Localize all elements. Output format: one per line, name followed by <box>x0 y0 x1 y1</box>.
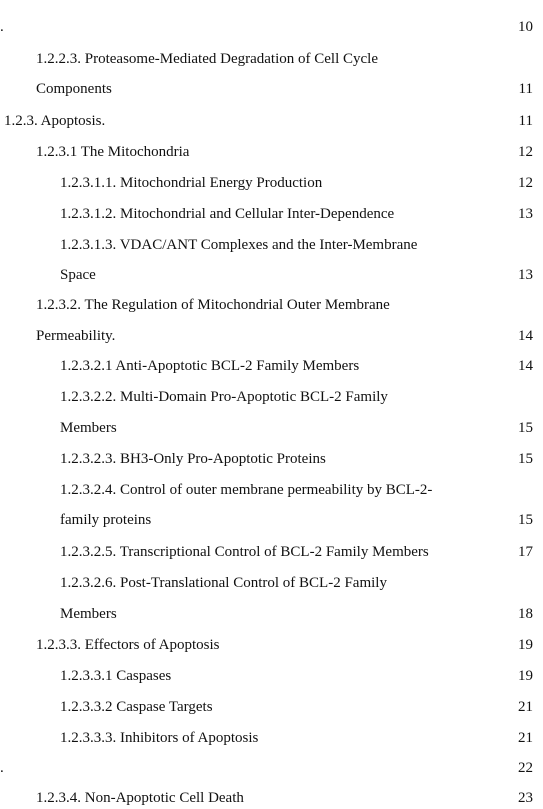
toc-entry-title: 1.2.3.3.3. Inhibitors of Apoptosis <box>60 730 259 746</box>
toc-entry <box>0 787 543 809</box>
toc-entry-title: 1.2.3.2.2. Multi-Domain Pro-Apoptotic BCL-2 Family <box>60 389 388 405</box>
toc-entry <box>0 479 543 501</box>
toc-entry-title: 1.2.3.3. Effectors of Apoptosis <box>36 637 220 653</box>
toc-entry-title: Permeability. <box>36 328 116 344</box>
toc-entry <box>0 325 543 347</box>
toc-entry <box>0 203 543 225</box>
toc-entry <box>0 355 543 377</box>
toc-entry-page: 13 <box>518 206 533 222</box>
toc-entry <box>0 78 543 100</box>
toc-entry-title: Components <box>36 81 112 97</box>
toc-entry-page: 10 <box>518 19 533 35</box>
toc-entry-title: . <box>0 19 4 35</box>
toc-entry <box>0 509 543 531</box>
toc-entry <box>0 16 543 38</box>
toc-entry-title: 1.2.3.2. The Regulation of Mitochondrial Outer Membrane <box>36 297 390 313</box>
toc-entry-title: 1.2.3.1.1. Mitochondrial Energy Production <box>60 175 323 191</box>
toc-entry <box>0 448 543 470</box>
toc-entry-page: 12 <box>518 144 533 160</box>
toc-entry <box>0 665 543 687</box>
toc-entry-page: 23 <box>518 790 533 806</box>
toc-entry-title: 1.2.3. Apoptosis. <box>4 113 106 129</box>
toc-entry-page: 15 <box>518 420 533 436</box>
toc-entry <box>0 386 543 408</box>
toc-entry-title: . <box>0 760 4 776</box>
toc-entry <box>0 172 543 194</box>
toc-entry-title: Space <box>60 267 96 283</box>
toc-entry-title: 1.2.2.3. Proteasome-Mediated Degradation of Cell Cycle <box>36 51 378 67</box>
toc-entry <box>0 48 543 70</box>
toc-entry-title: 1.2.3.2.5. Transcriptional Control of BCL-2 Family Members <box>60 544 429 560</box>
toc-entry-title: 1.2.3.3.1 Caspases <box>60 668 172 684</box>
toc-entry-title: Members <box>60 420 117 436</box>
toc-entry-page: 22 <box>518 760 533 776</box>
toc-entry-title: 1.2.3.1.3. VDAC/ANT Complexes and the Inter-Membrane <box>60 237 418 253</box>
toc-entry <box>0 634 543 656</box>
toc-entry-page: 17 <box>518 544 533 560</box>
toc-entry-title: 1.2.3.1.2. Mitochondrial and Cellular Inter-Dependence <box>60 206 395 222</box>
toc-entry-title: 1.2.3.4. Non-Apoptotic Cell Death <box>36 790 244 806</box>
toc-entry-page: 13 <box>518 267 533 283</box>
toc-entry <box>0 110 543 132</box>
toc-entry <box>0 696 543 718</box>
toc-entry <box>0 757 543 779</box>
toc-entry-title: 1.2.3.2.1 Anti-Apoptotic BCL-2 Family Members <box>60 358 360 374</box>
toc-entry <box>0 603 543 625</box>
toc-entry <box>0 572 543 594</box>
toc-entry-page: 19 <box>518 668 533 684</box>
toc-entry-page: 21 <box>518 699 533 715</box>
toc-entry-page: 11 <box>518 81 533 97</box>
toc-entry <box>0 727 543 749</box>
toc-entry-page: 21 <box>518 730 533 746</box>
toc-entry-title: 1.2.3.2.4. Control of outer membrane permeability by BCL-2- <box>60 482 433 498</box>
toc-entry-title: 1.2.3.3.2 Caspase Targets <box>60 699 213 715</box>
toc-entry-title: 1.2.3.1 The Mitochondria <box>36 144 190 160</box>
toc-entry-page: 18 <box>518 606 533 622</box>
toc-entry <box>0 141 543 163</box>
toc-entry-page: 15 <box>518 451 533 467</box>
toc-entry-title: 1.2.3.2.6. Post-Translational Control of BCL-2 Family <box>60 575 387 591</box>
toc-entry-page: 15 <box>518 512 533 528</box>
toc-entry-title: family proteins <box>60 512 152 528</box>
toc-entry <box>0 294 543 316</box>
toc-entry-page: 11 <box>518 113 533 129</box>
toc-entry-page: 14 <box>518 328 533 344</box>
toc-entry <box>0 264 543 286</box>
toc-entry <box>0 541 543 563</box>
toc-entry-title: 1.2.3.2.3. BH3-Only Pro-Apoptotic Proteins <box>60 451 326 467</box>
toc-entry-page: 14 <box>518 358 533 374</box>
toc-entry <box>0 417 543 439</box>
toc-entry-title: Members <box>60 606 117 622</box>
toc-entry <box>0 234 543 256</box>
toc-entry-page: 19 <box>518 637 533 653</box>
toc-entry-page: 12 <box>518 175 533 191</box>
